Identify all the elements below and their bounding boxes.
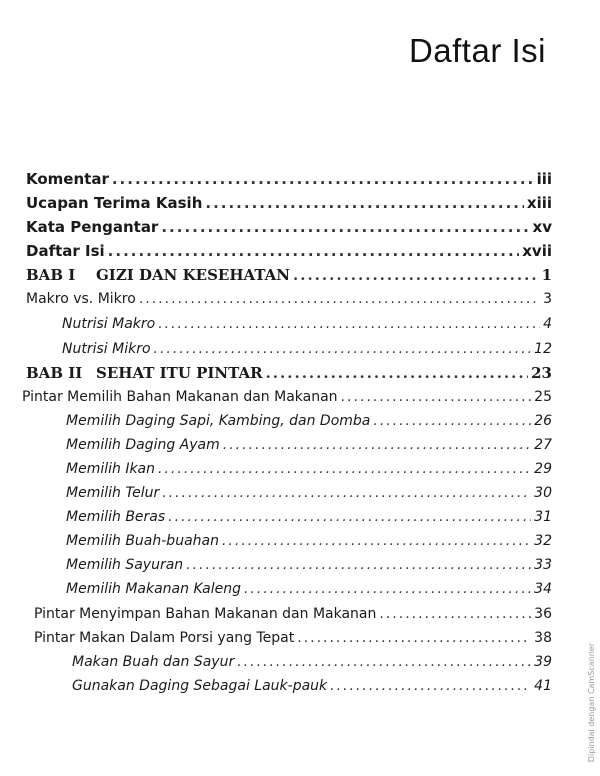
toc-entry-label: Kata Pengantar (26, 218, 159, 236)
toc-entry-label: Gunakan Daging Sebagai Lauk-pauk (72, 678, 328, 694)
toc-entry-label: Memilih Daging Sapi, Kambing, dan Domba (66, 413, 371, 429)
dot-leader (154, 341, 532, 357)
toc-entry-pintar-memilih[interactable] (22, 389, 552, 405)
dot-leader (373, 413, 531, 429)
dot-leader (161, 218, 529, 236)
toc-entry-makan-buah-sayur[interactable] (72, 654, 552, 670)
toc-entry-page: 27 (534, 437, 552, 453)
toc-entry-memilih-beras[interactable] (66, 509, 552, 525)
scanner-watermark: Dipindai dengan CamScanner (587, 642, 596, 762)
dot-leader (266, 364, 529, 382)
toc-entry-page: 41 (534, 678, 552, 694)
toc-entry-page: 34 (534, 581, 552, 597)
toc-entry-page: 26 (534, 413, 552, 429)
chapter-number: BAB I (26, 266, 76, 284)
toc-entry-daftar-isi[interactable] (26, 242, 552, 260)
toc-entry-memilih-ikan[interactable] (66, 461, 552, 477)
toc-entry-memilih-daging-sapi[interactable] (66, 413, 552, 429)
toc-entry-label: Memilih Daging Ayam (66, 437, 220, 453)
toc-entry-memilih-sayuran[interactable] (66, 557, 552, 573)
toc-entry-label: Memilih Ikan (66, 461, 156, 477)
toc-entry-page: 3 (543, 291, 552, 307)
toc-entry-gunakan-daging[interactable] (72, 678, 552, 694)
toc-entry-komentar[interactable] (26, 170, 552, 188)
dot-leader (223, 437, 531, 453)
dot-leader (293, 266, 539, 284)
chapter-heading (26, 364, 263, 382)
dot-leader (341, 389, 532, 405)
dot-leader (162, 485, 531, 501)
toc-entry-ucapan-terima-kasih[interactable] (26, 194, 552, 212)
toc-chapter-bab-1[interactable] (26, 266, 552, 284)
dot-leader (108, 242, 520, 260)
dot-leader (205, 194, 524, 212)
toc-entry-label: Memilih Makanan Kaleng (66, 581, 241, 597)
dot-leader (222, 533, 531, 549)
toc-entry-page: 32 (534, 533, 552, 549)
toc-entry-label: Memilih Telur (66, 485, 160, 501)
toc-entry-label: Daftar Isi (26, 242, 105, 260)
toc-entry-page: xvii (522, 242, 552, 260)
toc-entry-label: Makro vs. Mikro (26, 291, 136, 307)
chapter-title: SEHAT ITU PINTAR (96, 364, 263, 382)
toc-entry-page: 1 (541, 266, 552, 284)
toc-entry-page: 29 (534, 461, 552, 477)
toc-entry-label: Nutrisi Makro (62, 316, 156, 332)
toc-entry-page: 31 (534, 509, 552, 525)
toc-entry-label: Ucapan Terima Kasih (26, 194, 203, 212)
dot-leader (158, 461, 531, 477)
toc-entry-memilih-buah-buahan[interactable] (66, 533, 552, 549)
dot-leader (379, 606, 531, 622)
toc-entry-memilih-daging-ayam[interactable] (66, 437, 552, 453)
toc-entry-makro-vs-mikro[interactable] (26, 291, 552, 307)
toc-entry-page: 4 (543, 316, 552, 332)
toc-entry-page: iii (536, 170, 552, 188)
dot-leader (186, 557, 531, 573)
toc-entry-label: Pintar Menyimpan Bahan Makanan dan Makanan (34, 606, 377, 622)
dot-leader (237, 654, 531, 670)
toc-entry-page: 12 (534, 341, 552, 357)
toc-entry-page: 30 (534, 485, 552, 501)
toc-entry-label: Komentar (26, 170, 109, 188)
toc-entry-page: 36 (534, 606, 552, 622)
dot-leader (330, 678, 531, 694)
toc-entry-label: Makan Buah dan Sayur (72, 654, 235, 670)
toc-entry-page: 38 (534, 630, 552, 646)
toc-entry-pintar-menyimpan[interactable] (34, 606, 552, 622)
dot-leader (297, 630, 531, 646)
dot-leader (168, 509, 531, 525)
dot-leader (244, 581, 531, 597)
chapter-number: BAB II (26, 364, 83, 382)
toc-entry-page: 33 (534, 557, 552, 573)
page-title: Daftar Isi (408, 32, 546, 69)
toc-entry-nutrisi-makro[interactable] (62, 316, 552, 332)
toc-entry-pintar-makan[interactable] (34, 630, 552, 646)
toc-entry-page: xiii (526, 194, 552, 212)
toc-entry-label: Nutrisi Mikro (62, 341, 151, 357)
toc-entry-page: xv (532, 218, 552, 236)
dot-leader (112, 170, 534, 188)
toc-entry-kata-pengantar[interactable] (26, 218, 552, 236)
toc-entry-label: Memilih Sayuran (66, 557, 184, 573)
chapter-heading (26, 266, 290, 284)
toc-entry-memilih-telur[interactable] (66, 485, 552, 501)
toc-entry-label: Pintar Memilih Bahan Makanan dan Makanan (22, 389, 338, 405)
toc-chapter-bab-2[interactable] (26, 364, 552, 382)
toc-entry-page: 25 (534, 389, 552, 405)
toc-entry-memilih-makanan-kaleng[interactable] (66, 581, 552, 597)
toc-entry-page: 39 (534, 654, 552, 670)
chapter-title: GIZI DAN KESEHATAN (96, 266, 291, 284)
dot-leader (158, 316, 540, 332)
toc-entry-label: Memilih Buah-buahan (66, 533, 219, 549)
toc-entry-label: Memilih Beras (66, 509, 166, 525)
toc-entry-page: 23 (531, 364, 552, 382)
dot-leader (139, 291, 540, 307)
toc-entry-label: Pintar Makan Dalam Porsi yang Tepat (34, 630, 295, 646)
toc-entry-nutrisi-mikro[interactable] (62, 341, 552, 357)
